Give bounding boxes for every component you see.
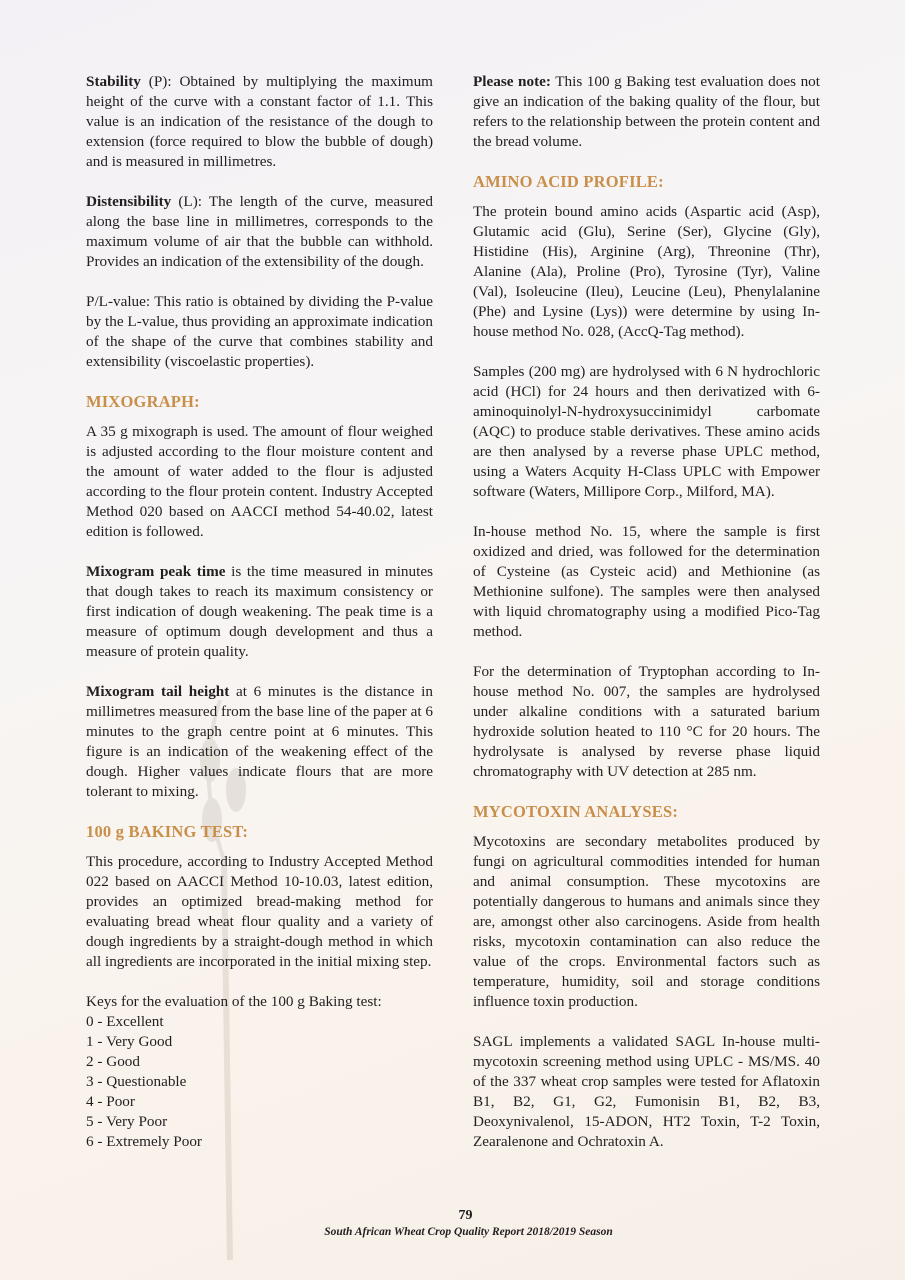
key-item: 6 - Extremely Poor <box>86 1133 202 1150</box>
keys-intro: Keys for the evaluation of the 100 g Baking test: <box>86 993 382 1010</box>
keys-list <box>86 1012 433 1152</box>
distensibility-paragraph <box>86 192 433 272</box>
amino-acid-paragraph-4: For the determination of Tryptophan according to In-house method No. 007, the samples are hydrolysed under alkaline conditions with a saturated barium hydroxide solution heated to 110 °C for 20 hours. The hydrolysate is analysed by reverse phase liquid chromatography with UV detection at 285 nm. <box>473 663 820 780</box>
tail-height-term: Mixogram tail height <box>86 683 230 700</box>
peak-time-paragraph <box>86 562 433 662</box>
key-item: 0 - Excellent <box>86 1013 164 1030</box>
pl-value-paragraph: P/L-value: This ratio is obtained by dividing the P-value by the L-value, thus providing an approximate indication of the shape of the curve that combines stability and extensibility (viscoelastic properties). <box>86 293 433 370</box>
amino-acid-paragraph-3: In-house method No. 15, where the sample is first oxidized and dried, was followed for the determination of Cysteine (as Cysteic acid) and Methionine (as Methionine sulfone). The samples were then analysed with liquid chromatography using a modified Pico-Tag method. <box>473 523 820 640</box>
amino-acid-paragraph-1: The protein bound amino acids (Aspartic acid (Asp), Glutamic acid (Glu), Serine (Ser), Glycine (Gly), Histidine (His), Arginine (Arg), Threonine (Thr), Alanine (Ala), Proline (Pro), Tyrosine (Tyr), Valine (Val), Isoleucine (Ileu), Leucine (Leu), Phenylalanine (Phe) and Lysine (Lys)) were determine by using In-house method No. 028, (AccQ-Tag method). <box>473 203 820 340</box>
page-number: 79 <box>458 1208 473 1223</box>
report-title: South African Wheat Crop Quality Report 2018/2019 Season <box>324 1226 613 1238</box>
mycotoxin-paragraph-1: Mycotoxins are secondary metabolites produced by fungi on agricultural commodities intended for human and animal consumption. These mycotoxins are potentially dangerous to humans and animals since they are, amongst other also carcinogens. Aside from health risks, mycotoxin contamination can also reduce the value of the crops. Environmental factors such as temperature, humidity, soil and storage conditions influence toxin production. <box>473 833 820 1010</box>
tail-height-paragraph <box>86 682 433 802</box>
mixograph-paragraph: A 35 g mixograph is used. The amount of flour weighed is adjusted according to the flour moisture content and the amount of water added to the flour is adjusted according to the flour protein content. Industry Accepted Method 020 based on AACCI method 54-40.02, latest edition is followed. <box>86 423 433 540</box>
please-note-term: Please note: <box>473 73 551 90</box>
key-item: 3 - Questionable <box>86 1073 187 1090</box>
mycotoxin-heading: MYCOTOXIN ANALYSES: <box>473 802 679 821</box>
distensibility-term: Distensibility <box>86 193 172 210</box>
left-column <box>86 72 433 1152</box>
mycotoxin-paragraph-2: SAGL implements a validated SAGL In-house multi-mycotoxin screening method using UPLC - MS/MS. 40 of the 337 wheat crop samples were tested for Aflatoxin B1, B2, G1, G2, Fumonisin B1, B2, B3, Deoxynivalenol, 15-ADON, HT2 Toxin, T-2 Toxin, Zearalenone and Ochratoxin A. <box>473 1033 820 1150</box>
amino-acid-paragraph-2: Samples (200 mg) are hydrolysed with 6 N hydrochloric acid (HCl) for 24 hours and then derivatized with 6-aminoquinolyl-N-hydroxysuccinimidyl carbomate (AQC) to produce stable derivatives. These amino acids are then analysed by a reverse phase UPLC method, using a Waters Acquity H-Class UPLC with Empower software (Waters, Millipore Corp., Milford, MA). <box>473 363 820 500</box>
peak-time-text: is the time measured in minutes that dough takes to reach its maximum consistency or first indication of dough weakening. The peak time is a measure of optimum dough development and thus a measure of protein quality. <box>86 563 433 660</box>
tail-height-text: at 6 minutes is the distance in millimetres measured from the base line of the paper at 6 minutes to the graph centre point at 6 minutes. This figure is an indication of the weakening effect of the dough. Higher values indicate flours that are more tolerant to mixing. <box>86 683 434 800</box>
key-item: 1 - Very Good <box>86 1033 173 1050</box>
baking-test-paragraph: This procedure, according to Industry Accepted Method 022 based on AACCI Method 10-10.03, latest edition, provides an optimized bread-making method for evaluating bread wheat flour quality and a variety of dough ingredients by a straight-dough method in which all ingredients are incorporated in the initial mixing step. <box>86 853 433 970</box>
baking-test-heading: 100 g BAKING TEST: <box>86 822 249 841</box>
right-column <box>473 72 820 1172</box>
please-note-text: This 100 g Baking test evaluation does not give an indication of the baking quality of the flour, but refers to the relationship between the protein content and the bread volume. <box>473 73 820 150</box>
key-item: 4 - Poor <box>86 1093 135 1110</box>
please-note-paragraph <box>473 72 820 152</box>
key-item: 5 - Very Poor <box>86 1113 168 1130</box>
mixograph-heading: MIXOGRAPH: <box>86 392 200 411</box>
distensibility-text: (L): The length of the curve, measured along the base line in millimetres, corresponds to the maximum volume of air that the bubble can withhold. Provides an indication of the extensibility of the dough. <box>86 193 433 270</box>
amino-acid-heading: AMINO ACID PROFILE: <box>473 172 664 191</box>
peak-time-term: Mixogram peak time <box>86 563 226 580</box>
stability-text: (P): Obtained by multiplying the maximum height of the curve with a constant factor of 1.1. This value is an indication of the resistance of the dough to extension (force required to blow the bubble of dough) and is measured in millimetres. <box>86 73 433 170</box>
stability-paragraph <box>86 72 433 172</box>
key-item: 2 - Good <box>86 1053 140 1070</box>
stability-term: Stability <box>86 73 141 90</box>
